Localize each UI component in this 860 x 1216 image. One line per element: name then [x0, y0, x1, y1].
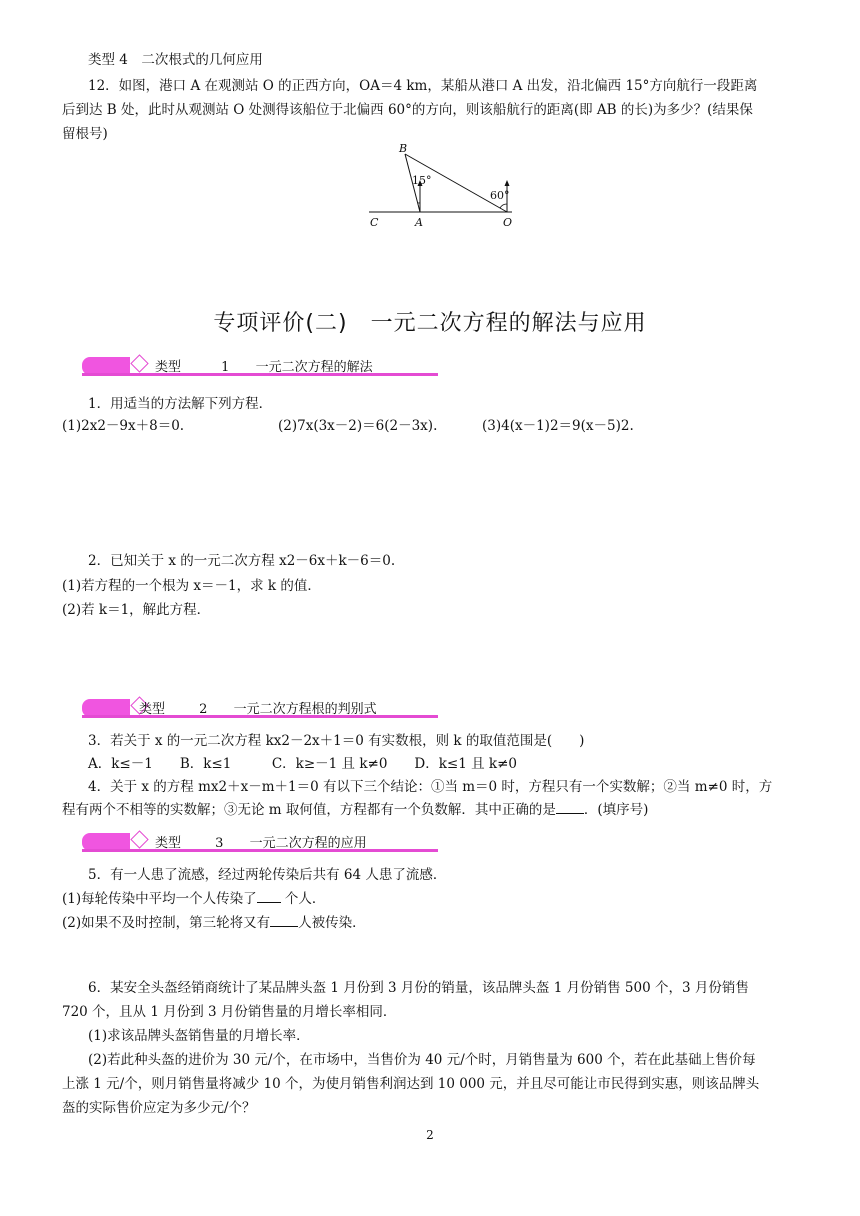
question-12-line-3: 留根号) — [62, 126, 108, 142]
banner-label-title: 一元二次方程根的判别式 — [233, 702, 377, 717]
banner-label-number: 3 — [215, 836, 224, 851]
banner-label-number: 1 — [221, 360, 230, 375]
question-5-part-1-text: (1)每轮传染中平均一个人传染了 — [62, 891, 257, 907]
question-2-stem: 2．已知关于 x 的一元二次方程 x2－6x＋k－6＝0. — [88, 553, 396, 569]
question-1-part-3: (3)4(x－1)2＝9(x－5)2. — [482, 418, 634, 434]
banner-label-type: 类型 — [155, 360, 182, 375]
question-5-part-2 — [62, 914, 366, 932]
north-arrowhead-o — [505, 180, 510, 186]
question-5-stem: 5．有一人患了流感，经过两轮传染后共有 64 人患了流感． — [88, 867, 447, 883]
banner-label-title: 一元二次方程的应用 — [249, 836, 367, 851]
section-heading-type4: 类型 4 二次根式的几何应用 — [88, 52, 263, 68]
question-5-part-2-text: (2)如果不及时控制，第三轮将又有 — [62, 915, 271, 931]
banner-diamond-icon — [130, 830, 148, 848]
page-number: 2 — [426, 1128, 434, 1142]
label-point-b: B — [399, 142, 408, 155]
geometry-figure — [364, 140, 524, 232]
banner-label-title: 一元二次方程的解法 — [255, 360, 373, 375]
question-5-part-2-end: 人被传染． — [298, 915, 366, 931]
answer-blank-4[interactable] — [556, 801, 584, 814]
label-point-a: A — [415, 216, 423, 229]
question-1-part-1: (1)2x2－9x＋8＝0. — [62, 418, 185, 434]
angle-arc-o — [500, 204, 507, 208]
question-12-line-1: 12．如图，港口 A 在观测站 O 的正西方向，OA＝4 km，某船从港口 A 出发，沿北偏西 15°方向航行一段距离 — [88, 78, 758, 94]
question-6-part-2-line-2: 上涨 1 元/个，则月销售量将减少 10 个，为使月销售利润达到 10 000 元，并且尽可能让市民得到实惠，则该品牌头 — [62, 1076, 760, 1092]
type-banner-2 — [82, 697, 442, 719]
question-5-part-1-end: 个人． — [280, 891, 326, 907]
type-banner-3 — [82, 831, 442, 853]
question-6-line-1: 6．某安全头盔经销商统计了某品牌头盔 1 月份到 3 月份的销量，该品牌头盔 1 月份销售 500 个，3 月份销售 — [88, 980, 749, 996]
answer-blank-5-1[interactable] — [257, 890, 281, 903]
question-4-text: 程有两个不相等的实数解；③无论 m 取何值，方程都有一个负数解．其中正确的是 — [62, 802, 556, 818]
question-6-part-2-line-3: 盔的实际售价应定为多少元/个？ — [62, 1100, 256, 1116]
page-title: 专项评价(二) 一元二次方程的解法与应用 — [213, 311, 647, 336]
question-6-part-2-line-1: (2)若此种头盔的进价为 30 元/个，在市场中，当售价为 40 元/个时，月销售量为 600 个，若在此基础上售价每 — [88, 1052, 756, 1068]
question-4-line-1: 4．关于 x 的方程 mx2＋x－m＋1＝0 有以下三个结论：①当 m＝0 时，方程只有一个实数解；②当 m≠0 时，方 — [88, 779, 773, 795]
banner-diamond-icon — [130, 354, 148, 372]
label-angle-15: 15° — [412, 174, 432, 187]
question-5-part-1 — [62, 890, 325, 908]
banner-label-type: 类型 — [155, 836, 182, 851]
question-3-options: A．k≤－1 B．k≤1 C．k≥－1 且 k≠0 D．k≤1 且 k≠0 — [88, 756, 517, 772]
answer-blank-5-2[interactable] — [270, 914, 298, 927]
type-banner-1 — [82, 355, 442, 377]
question-2-part-1: (1)若方程的一个根为 x＝－1，求 k 的值． — [62, 578, 321, 594]
question-12-line-2: 后到达 B 处，此时从观测站 O 处测得该船位于北偏西 60°的方向，则该船航行的距离(即 AB 的长)为多少？(结果保 — [62, 102, 753, 118]
question-2-part-2: (2)若 k＝1，解此方程． — [62, 602, 211, 618]
label-angle-60: 60° — [490, 189, 510, 202]
label-point-c: C — [370, 216, 379, 229]
question-4-text-end: ．(填序号) — [583, 802, 649, 818]
question-3-stem: 3．若关于 x 的一元二次方程 kx2－2x＋1＝0 有实数根，则 k 的取值范围是( ) — [88, 733, 585, 749]
banner-label-type: 类型 — [139, 702, 166, 717]
banner-label-number: 2 — [199, 702, 208, 717]
question-1-stem: 1．用适当的方法解下列方程． — [88, 396, 273, 412]
question-6-part-1: (1)求该品牌头盔销售量的月增长率． — [88, 1028, 310, 1044]
label-point-o: O — [503, 216, 513, 229]
question-4-line-2 — [62, 801, 648, 819]
question-1-part-2: (2)7x(3x－2)＝6(2－3x). — [278, 418, 438, 434]
question-6-line-2: 720 个，且从 1 月份到 3 月份销售量的月增长率相同． — [62, 1004, 397, 1020]
